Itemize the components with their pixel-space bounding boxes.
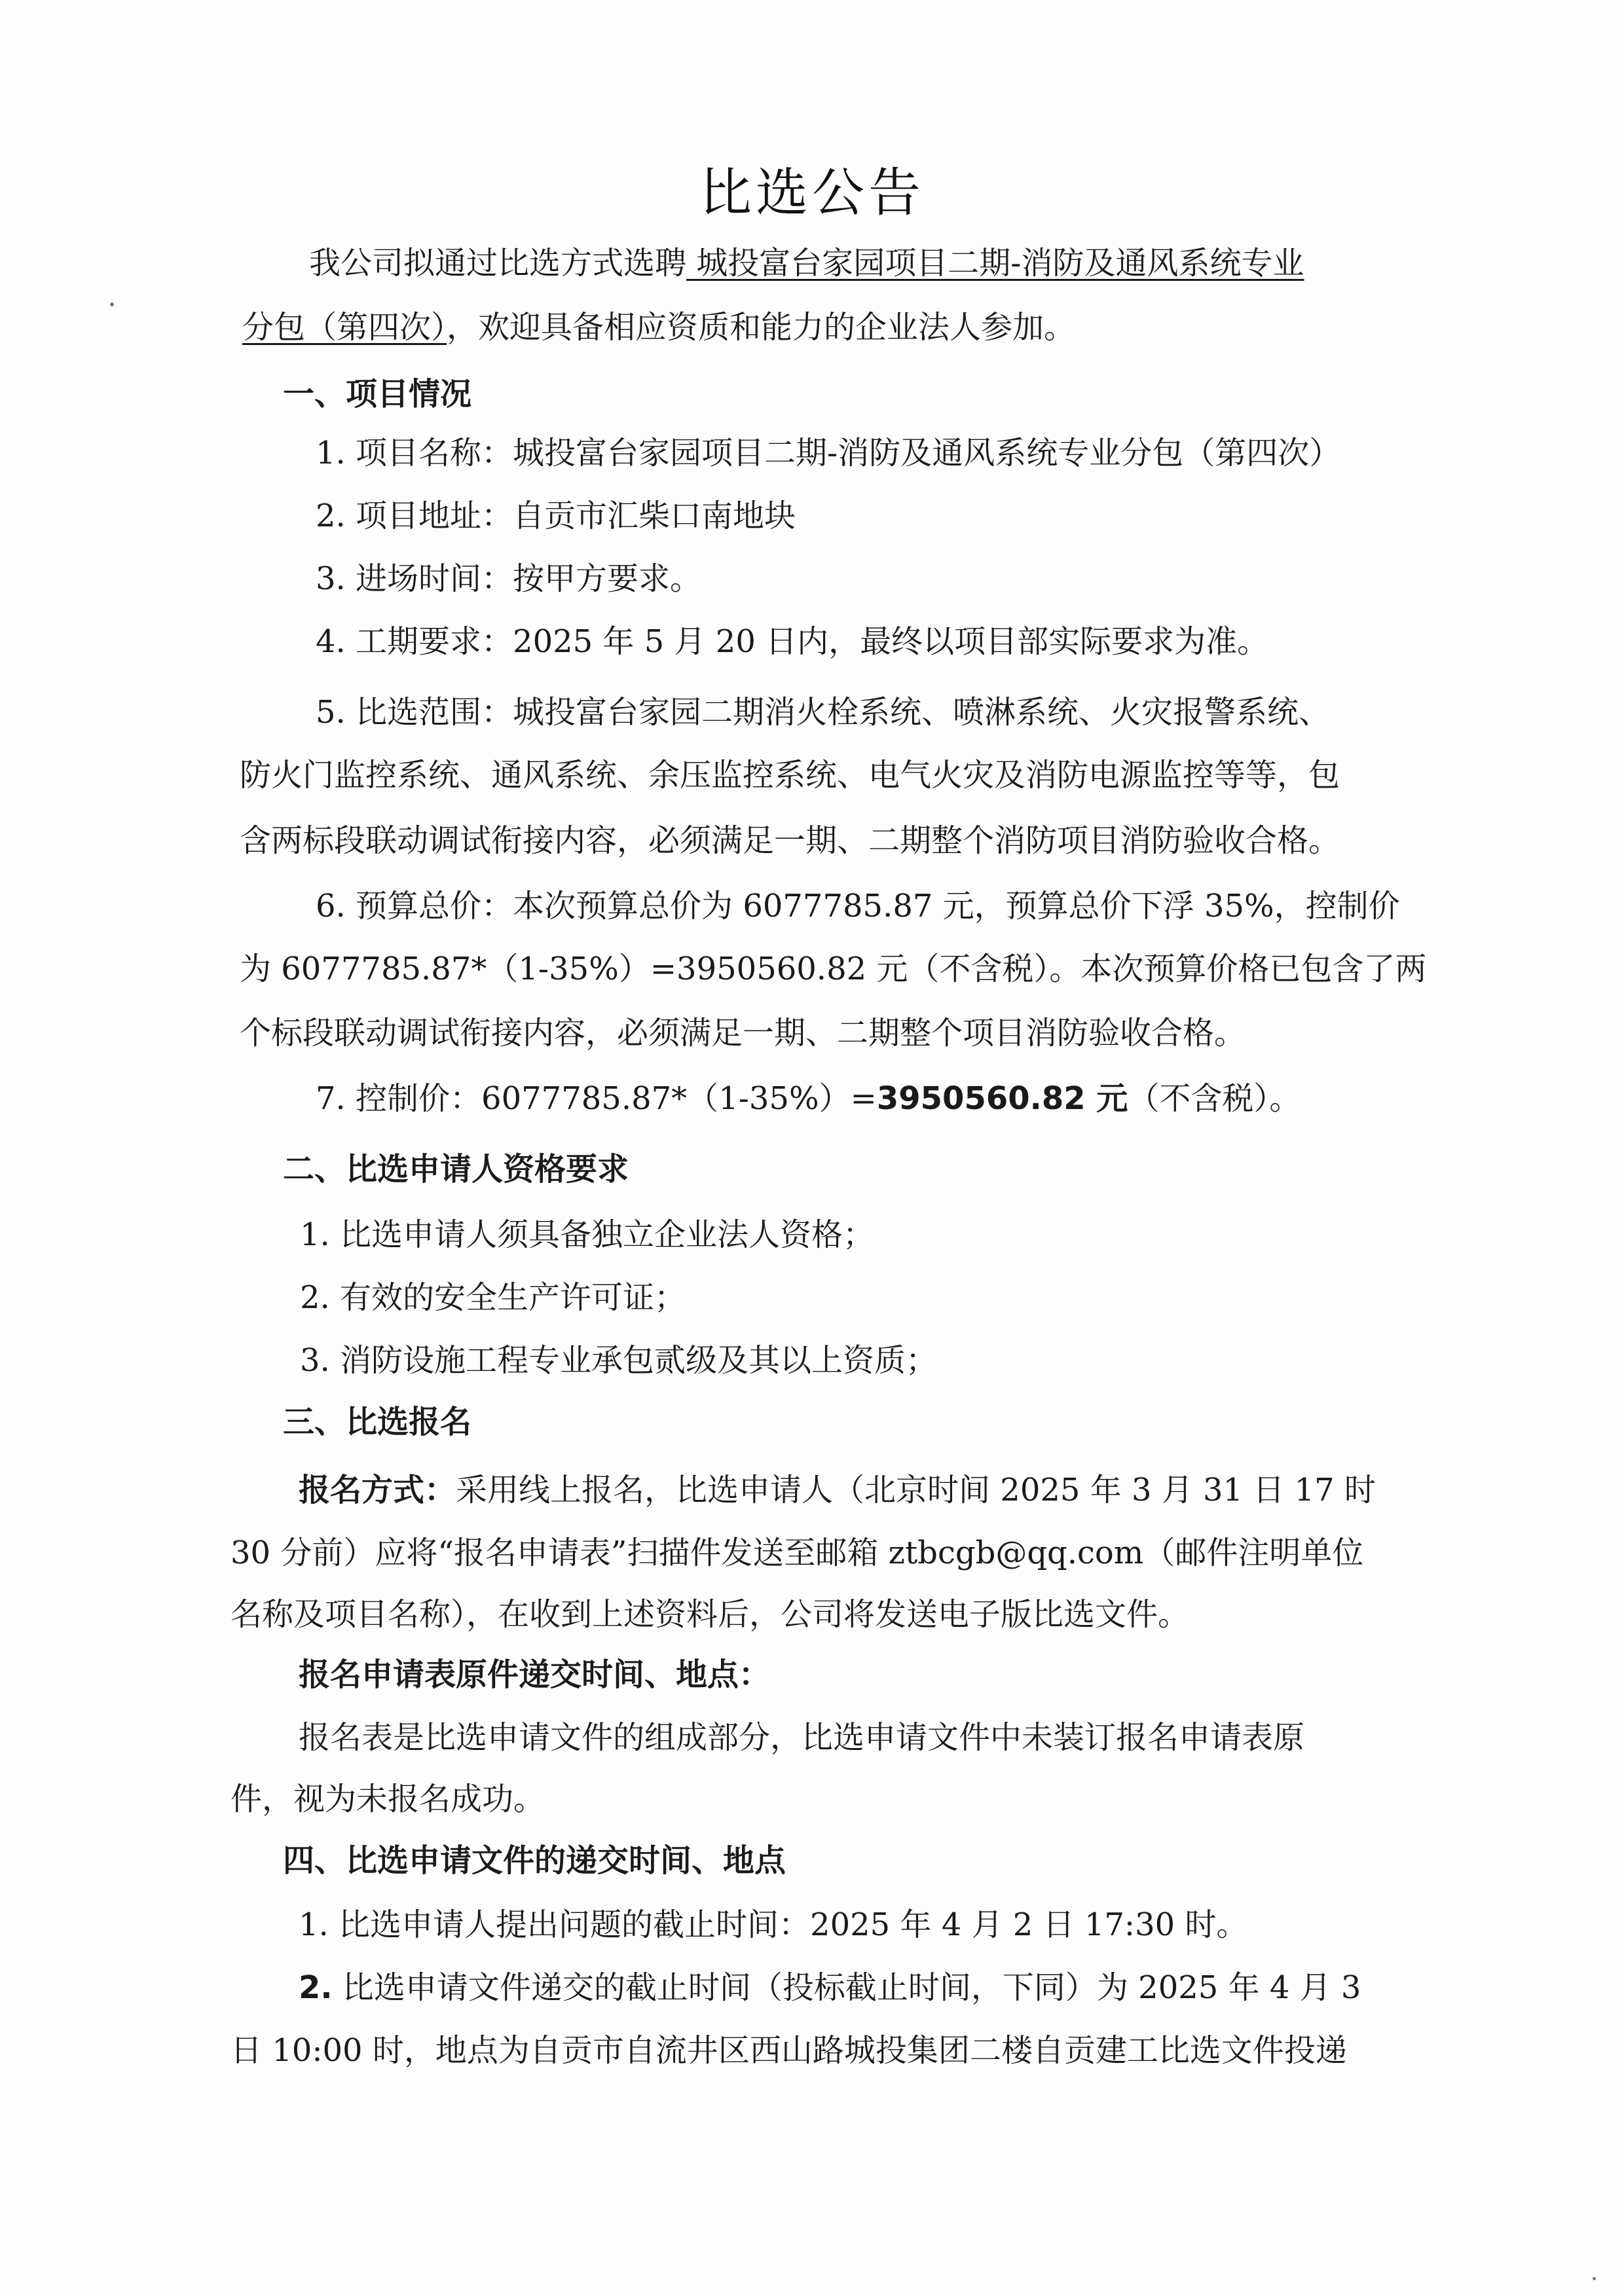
section1-item-2: 2. 项目地址：自贡市汇柴口南地块 xyxy=(316,498,796,534)
intro-line-2 xyxy=(242,308,1075,347)
section2-item-3: 3. 消防设施工程专业承包贰级及其以上资质； xyxy=(300,1342,938,1379)
section1-item-4: 4. 工期要求：2025 年 5 月 20 日内，最终以项目部实际要求为准。 xyxy=(316,623,1269,660)
scan-speck xyxy=(110,302,114,306)
control-price-formula: 7. 控制价：6077785.87*（1-35%）= xyxy=(316,1080,877,1117)
section3-heading: 三、比选报名 xyxy=(283,1404,472,1440)
section4-item-2-line-1 xyxy=(299,1968,1361,2007)
registration-original-heading: 报名申请表原件递交时间、地点： xyxy=(299,1656,771,1693)
section1-item-5-line-1: 5. 比选范围：城投富台家园二期消火栓系统、喷淋系统、火灾报警系统、 xyxy=(316,694,1331,731)
section1-heading: 一、项目情况 xyxy=(283,376,472,412)
registration-method-line-2: 30 分前）应将“报名申请表”扫描件发送至邮箱 ztbcgb@qq.com（邮件注明单位 xyxy=(231,1535,1364,1571)
section2-heading: 二、比选申请人资格要求 xyxy=(283,1151,629,1188)
section1-item-6-line-2: 为 6077785.87*（1-35%）=3950560.82 元（不含税）。本次预算价格已包含了两 xyxy=(240,951,1427,987)
registration-original-line-2: 件，视为未报名成功。 xyxy=(231,1781,545,1817)
section4-item-2-line-2: 日 10:00 时，地点为自贡市自流井区西山路城投集团二楼自贡建工比选文件投递 xyxy=(231,2032,1347,2069)
intro-project-name: 城投富台家园项目二期-消防及通风系统专业 xyxy=(686,245,1304,282)
intro-line-1 xyxy=(309,244,1304,283)
section4-item-2-text: 比选申请文件递交的截止时间（投标截止时间，下同）为 2025 年 4 月 3 xyxy=(332,1969,1361,2006)
control-price-note: （不含税）。 xyxy=(1128,1080,1301,1117)
section1-item-5-line-2: 防火门监控系统、通风系统、余压监控系统、电气火灾及消防电源监控等等，包 xyxy=(240,757,1340,793)
section1-item-5-line-3: 含两标段联动调试衔接内容，必须满足一期、二期整个消防项目消防验收合格。 xyxy=(240,822,1340,859)
section1-item-6-line-3: 个标段联动调试衔接内容，必须满足一期、二期整个项目消防验收合格。 xyxy=(240,1015,1246,1051)
section4-heading: 四、比选申请文件的递交时间、地点 xyxy=(283,1842,786,1879)
section4-item-2-number: 2. xyxy=(299,1969,333,2006)
registration-method-label: 报名方式： xyxy=(299,1472,456,1508)
intro-tail: ，欢迎具备相应资质和能力的企业法人参加。 xyxy=(447,309,1076,346)
section2-item-2: 2. 有效的安全生产许可证； xyxy=(300,1279,686,1316)
section4-item-1: 1. 比选申请人提出问题的截止时间：2025 年 4 月 2 日 17:30 时。 xyxy=(299,1906,1248,1943)
section1-item-6-line-1: 6. 预算总价：本次预算总价为 6077785.87 元，预算总价下浮 35%，控制价 xyxy=(316,888,1400,924)
registration-method-line-3: 名称及项目名称），在收到上述资料后，公司将发送电子版比选文件。 xyxy=(231,1596,1190,1633)
intro-lead: 我公司拟通过比选方式选聘 xyxy=(309,245,687,282)
document-title: 比选公告 xyxy=(699,162,925,223)
section1-item-3: 3. 进场时间：按甲方要求。 xyxy=(316,560,702,597)
registration-method-line-1 xyxy=(299,1470,1376,1510)
control-price-value: 3950560.82 元 xyxy=(876,1080,1128,1117)
section1-item-1: 1. 项目名称：城投富台家园项目二期-消防及通风系统专业分包（第四次） xyxy=(316,435,1341,471)
registration-original-line-1: 报名表是比选申请文件的组成部分，比选申请文件中未装订报名申请表原 xyxy=(299,1719,1305,1756)
section1-item-7 xyxy=(316,1079,1301,1118)
scan-speck xyxy=(1593,2277,1596,2280)
section2-item-1: 1. 比选申请人须具备独立企业法人资格； xyxy=(300,1216,875,1253)
intro-project-name-cont: 分包（第四次） xyxy=(242,309,447,346)
registration-method-text: 采用线上报名，比选申请人（北京时间 2025 年 3 月 31 日 17 时 xyxy=(456,1472,1376,1508)
